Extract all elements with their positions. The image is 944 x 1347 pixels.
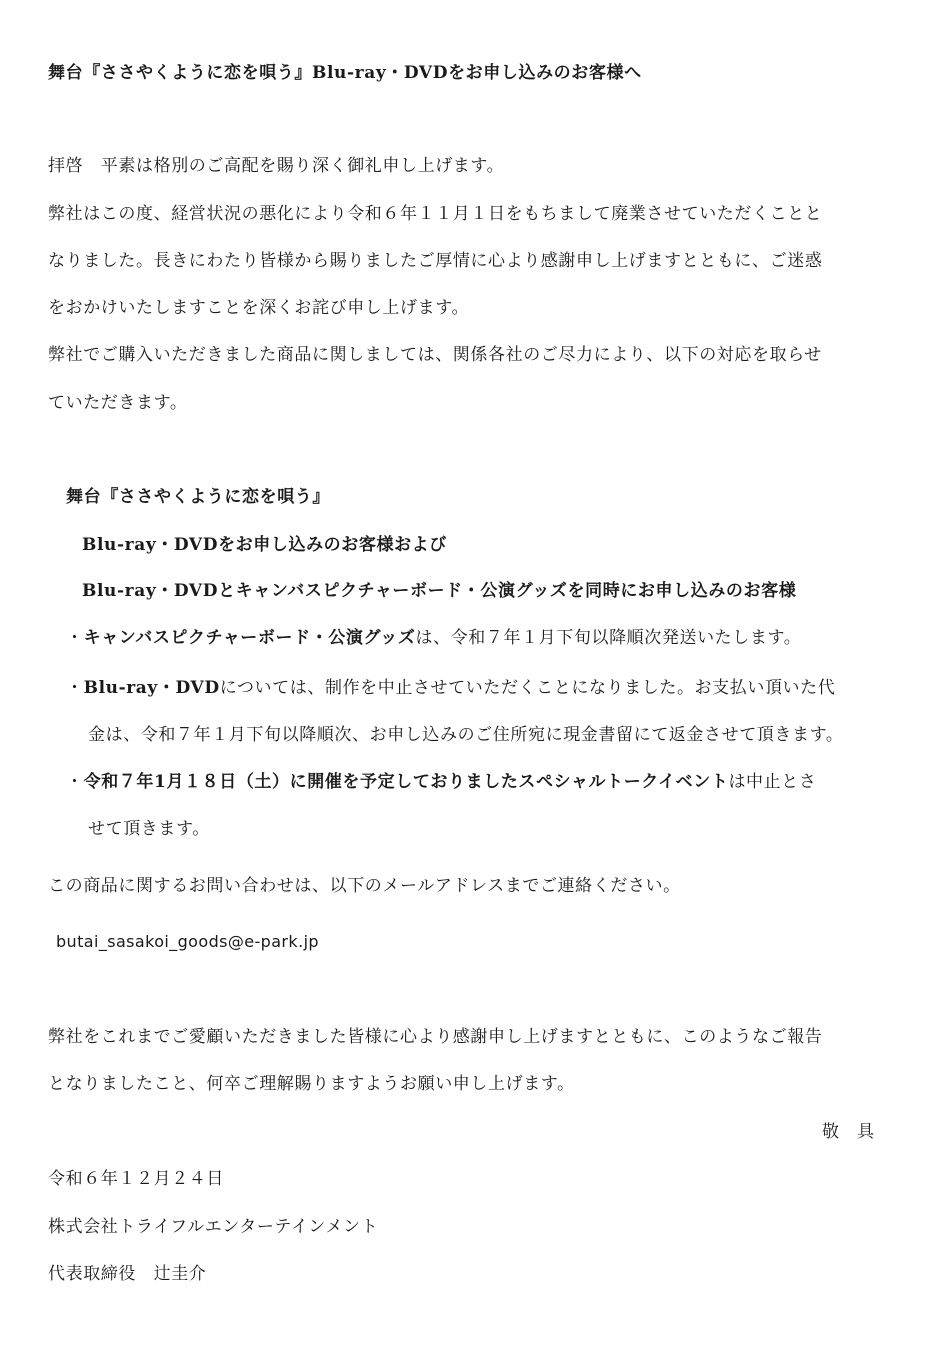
greeting-line: 拝啓 平素は格別のご高配を賜り深く御礼申し上げます。 [48, 156, 505, 176]
closing-line: 弊社をこれまでご愛顧いただきました皆様に心より感謝申し上げますとともに、このようなご報告 [48, 1027, 823, 1047]
closing-word: 敬具 [822, 1122, 892, 1142]
target-heading-line3: Blu-ray・DVDとキャンバスピクチャーボード・公演グッズを同時にお申し込みのお客様 [82, 581, 797, 601]
document-title: 舞台『ささやくように恋を唄う』Blu-ray・DVDをお申し込みのお客様へ [48, 63, 642, 83]
bullet-text: は、令和７年１月下旬以降順次発送いたします。 [415, 628, 802, 648]
body-line: なりました。長きにわたり皆様から賜りましたご厚情に心より感謝申し上げますとともに、ご迷惑 [48, 251, 823, 271]
bullet-marker: ・ [66, 772, 84, 792]
target-heading-line1: 舞台『ささやくように恋を唄う』 [66, 487, 330, 507]
bullet-continuation: 金は、令和７年１月下旬以降順次、お申し込みのご住所宛に現金書留にて返金させて頂きます。 [88, 725, 844, 745]
bullet-item [66, 771, 816, 793]
bullet-bold-text: Blu-ray・DVD [83, 678, 220, 698]
target-heading-line2: Blu-ray・DVDをお申し込みのお客様および [82, 535, 447, 555]
body-line: をおかけいたしますことを深くお詫び申し上げます。 [48, 298, 470, 318]
company-name: 株式会社トライフルエンターテインメント [48, 1217, 379, 1237]
bullet-text: は中止とさ [728, 772, 817, 792]
bullet-marker: ・ [66, 678, 84, 698]
bullet-item [66, 677, 835, 699]
contact-intro: この商品に関するお問い合わせは、以下のメールアドレスまでご連絡ください。 [48, 876, 681, 896]
bullet-marker: ・ [66, 628, 84, 648]
closing-line: となりましたこと、何卒ご理解賜りますようお願い申し上げます。 [48, 1074, 575, 1094]
representative-name: 代表取締役 辻圭介 [48, 1264, 207, 1284]
body-line: 弊社はこの度、経営状況の悪化により令和６年１１月１日をもちまして廃業させていただくことと [48, 204, 823, 224]
bullet-text: については、制作を中止させていただくことになりました。お支払い頂いた代 [219, 678, 836, 698]
document-date: 令和６年１２月２４日 [48, 1169, 224, 1189]
body-line: 弊社でご購入いただきました商品に関しましては、関係各社のご尽力により、以下の対応を取らせ [48, 345, 822, 365]
bullet-bold-text: 令和７年1月１８日（土）に開催を予定しておりましたスペシャルトークイベント [83, 772, 729, 792]
contact-email[interactable]: butai_sasakoi_goods@e-park.jp [56, 932, 319, 951]
body-line: ていただきます。 [48, 393, 188, 413]
bullet-continuation: せて頂きます。 [88, 819, 210, 839]
bullet-item [66, 627, 801, 649]
bullet-bold-text: キャンバスピクチャーボード・公演グッズ [83, 628, 416, 648]
